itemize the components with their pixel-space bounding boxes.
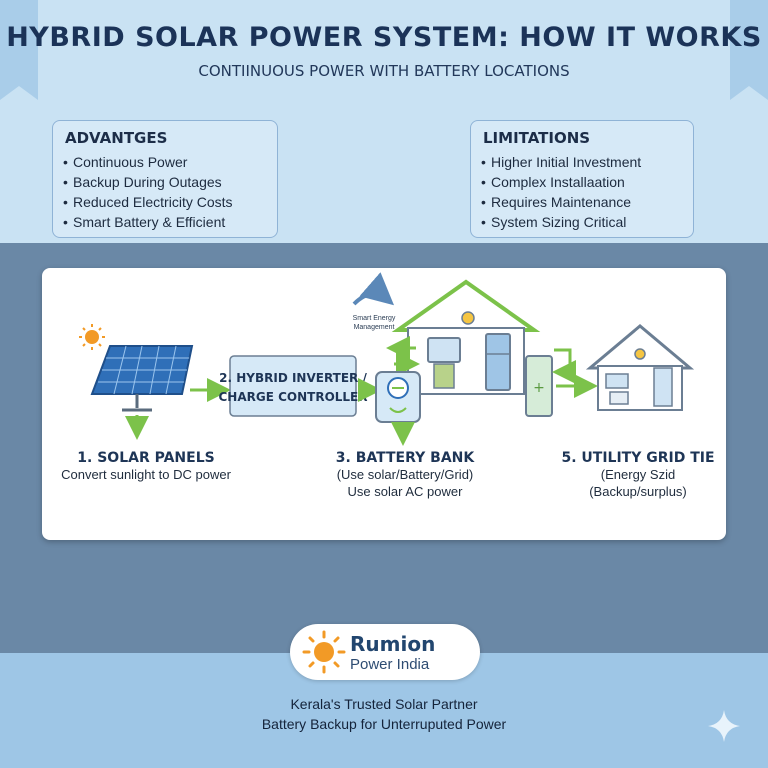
grid-house-icon [590,326,690,410]
node-desc: Use solar AC power [347,484,463,499]
node-desc: Convert sunlight to DC power [61,467,231,482]
advantage-item: • Backup During Outages [63,172,267,192]
smart-label-line1: Smart Energy [352,315,396,322]
arrow-battery-loop [554,350,570,372]
limitations-heading: LIMITATIONS [483,129,591,147]
diagram-card [42,268,726,540]
advantages-heading: ADVANTGES [65,129,168,147]
limitation-item: • Higher Initial Investment [481,152,683,172]
solar-panel-icon [92,346,192,410]
sun-logo-icon [298,626,350,678]
limitation-item: • System Sizing Critical [481,212,683,232]
meter-icon [376,372,420,422]
tagline-line2: Battery Backup for Unterruputed Power [261,716,507,732]
page-title: HYBRID SOLAR POWER SYSTEM: HOW IT WORKS [6,22,762,53]
node-desc: (Backup/surplus) [589,484,687,499]
tagline-line1: Kerala's Trusted Solar Partner [290,696,478,712]
node-title: 1. SOLAR PANELS [77,450,215,466]
limitation-item: • Requires Maintenance [481,192,683,212]
node-desc: (Energy Szid [600,467,676,482]
sun-icon [79,324,105,350]
fridge-icon [486,334,510,390]
node-desc: (Use solar/Battery/Grid) [336,467,474,482]
inverter-label-line1: 2. HYBRID INVERTER / [219,371,367,385]
node-utility-grid [560,450,716,500]
tv-icon [428,338,460,362]
advantage-item: • Smart Battery & Efficient [63,212,267,232]
smart-label-line2: Management [353,324,395,331]
battery-icon [526,356,552,416]
advantage-item: • Reduced Electricity Costs [63,192,267,212]
node-title: 3. BATTERY BANK [335,450,475,466]
page-subtitle: CONTIINUOUS POWER WITH BATTERY LOCATIONS [198,62,570,80]
node-title: 5. UTILITY GRID TIE [561,450,715,466]
limitation-item: • Complex Installaation [481,172,683,192]
inverter-label-line2: CHARGE CONTROLLER [218,390,368,404]
advantages-list [63,152,267,232]
advantages-box [52,120,278,238]
brand-name: Rumion [350,632,436,656]
sparkle-icon [706,708,742,744]
brand-logo [290,624,480,680]
inverter-box [218,356,367,416]
svg-text:+: + [533,380,545,396]
bulb-icon [462,312,474,324]
advantage-item: • Continuous Power [63,152,267,172]
limitations-list [481,152,683,232]
limitations-box [470,120,694,238]
refresh-arrow-icon [354,294,388,304]
node-solar-panels [56,450,236,483]
brand-sub: Power India [350,656,430,673]
node-battery-bank [320,450,490,500]
